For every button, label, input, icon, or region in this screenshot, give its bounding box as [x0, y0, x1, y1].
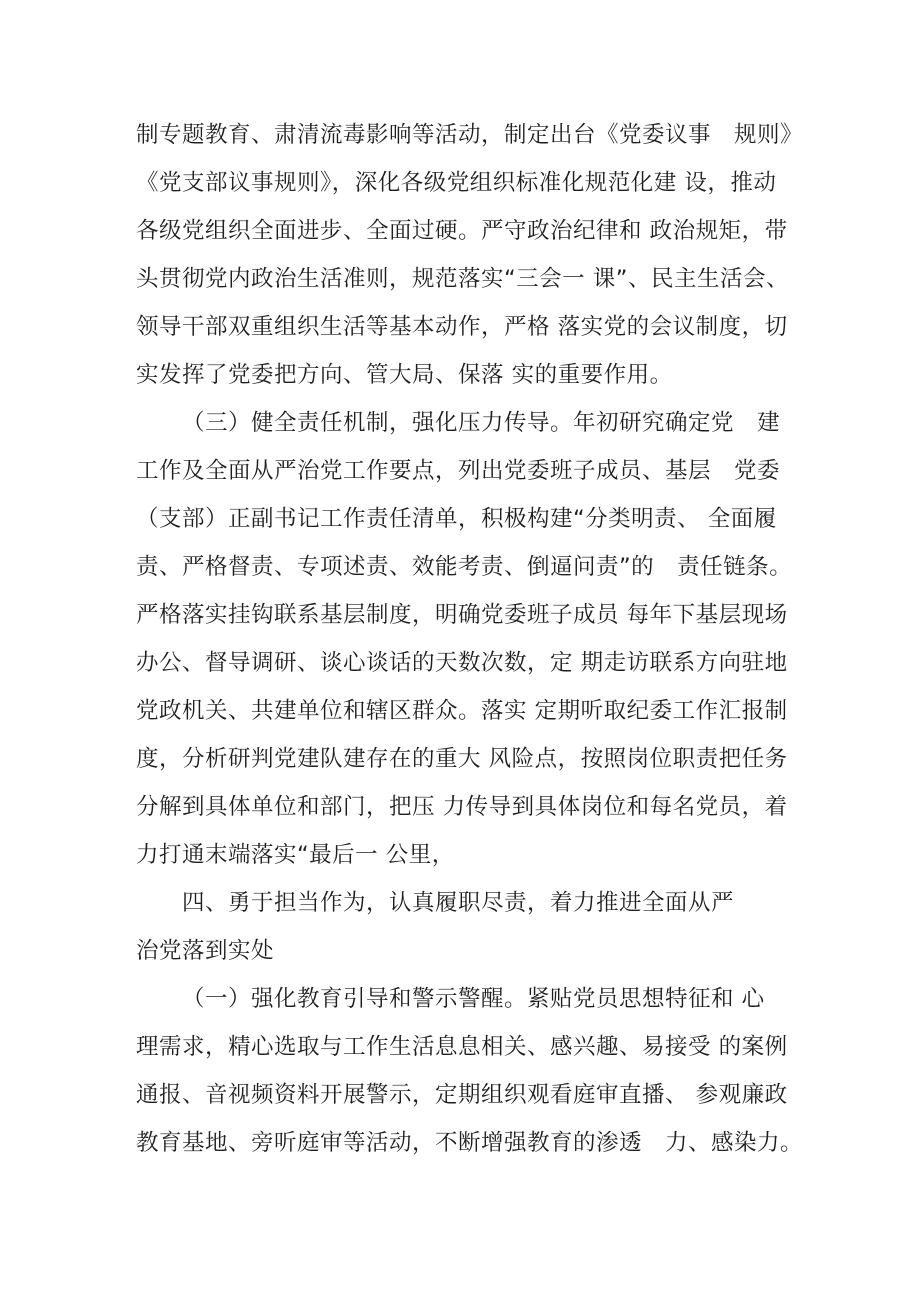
section-3-line-5: 严格落实挂钩联系基层制度，明确党委班子成员 每年下基层现场	[136, 602, 788, 628]
subsection-1-line-4: 教育基地、旁听庭审等活动，不断增强教育的渗透 力、感染力。	[136, 1130, 804, 1156]
subsection-1-line-3: 通报、音视频资料开展警示，定期组织观看庭审直播、 参观廉政	[136, 1082, 788, 1108]
section-3-line-3: （支部）正副书记工作责任清单，积极构建“分类明责、 全面履	[136, 506, 777, 532]
section-3-line-6: 办公、督导调研、谈心谈话的天数次数，定 期走访联系方向驻地	[136, 650, 788, 676]
section-3-line-9: 分解到具体单位和部门，把压 力传导到具体岗位和每名党员，着	[136, 794, 788, 820]
section-3-line-1: （三）健全责任机制，强化压力传导。年初研究确定党 建	[182, 410, 781, 436]
section-3-line-7: 党政机关、共建单位和辖区群众。落实 定期听取纪委工作汇报制	[136, 698, 788, 724]
subsection-1-line-1: （一）强化教育引导和警示警醒。紧贴党员思想特征和 心	[182, 986, 765, 1012]
paragraph-line-1: 制专题教育、肃清流毒影响等活动，制定出台《党委议事 规则》	[136, 122, 804, 148]
section-3-line-8: 度，分析研判党建队建存在的重大 风险点，按照岗位职责把任务	[136, 746, 788, 772]
paragraph-line-5: 领导干部双重组织生活等基本动作，严格 落实党的会议制度，切	[136, 314, 788, 340]
paragraph-line-2: 《党支部议事规则》，深化各级党组织标准化规范化建 设，推动	[136, 170, 777, 196]
section-3-line-10: 力打通末端落实“最后一 公里，	[136, 842, 455, 868]
paragraph-line-3: 各级党组织全面进步、全面过硬。严守政治纪律和 政治规矩，带	[136, 218, 788, 244]
section-3-line-2: 工作及全面从严治党工作要点，列出党委班子成员、基层 党委	[136, 458, 781, 484]
paragraph-line-6: 实发挥了党委把方向、管大局、保落 实的重要作用。	[136, 362, 673, 388]
subsection-1-line-2: 理需求，精心选取与工作生活息息相关、感兴趣、易接受 的案例	[136, 1034, 788, 1060]
paragraph-line-4: 头贯彻党内政治生活准则，规范落实“三会一 课”、民主生活会、	[136, 266, 789, 292]
section-4-heading-line-2: 治党落到实处	[136, 938, 275, 964]
section-3-line-4: 责、严格督责、专项述责、效能考责、倒逼问责”的 责任链条。	[136, 554, 793, 580]
section-4-heading-line-1: 四、勇于担当作为，认真履职尽责，着力推进全面从严	[182, 890, 735, 916]
